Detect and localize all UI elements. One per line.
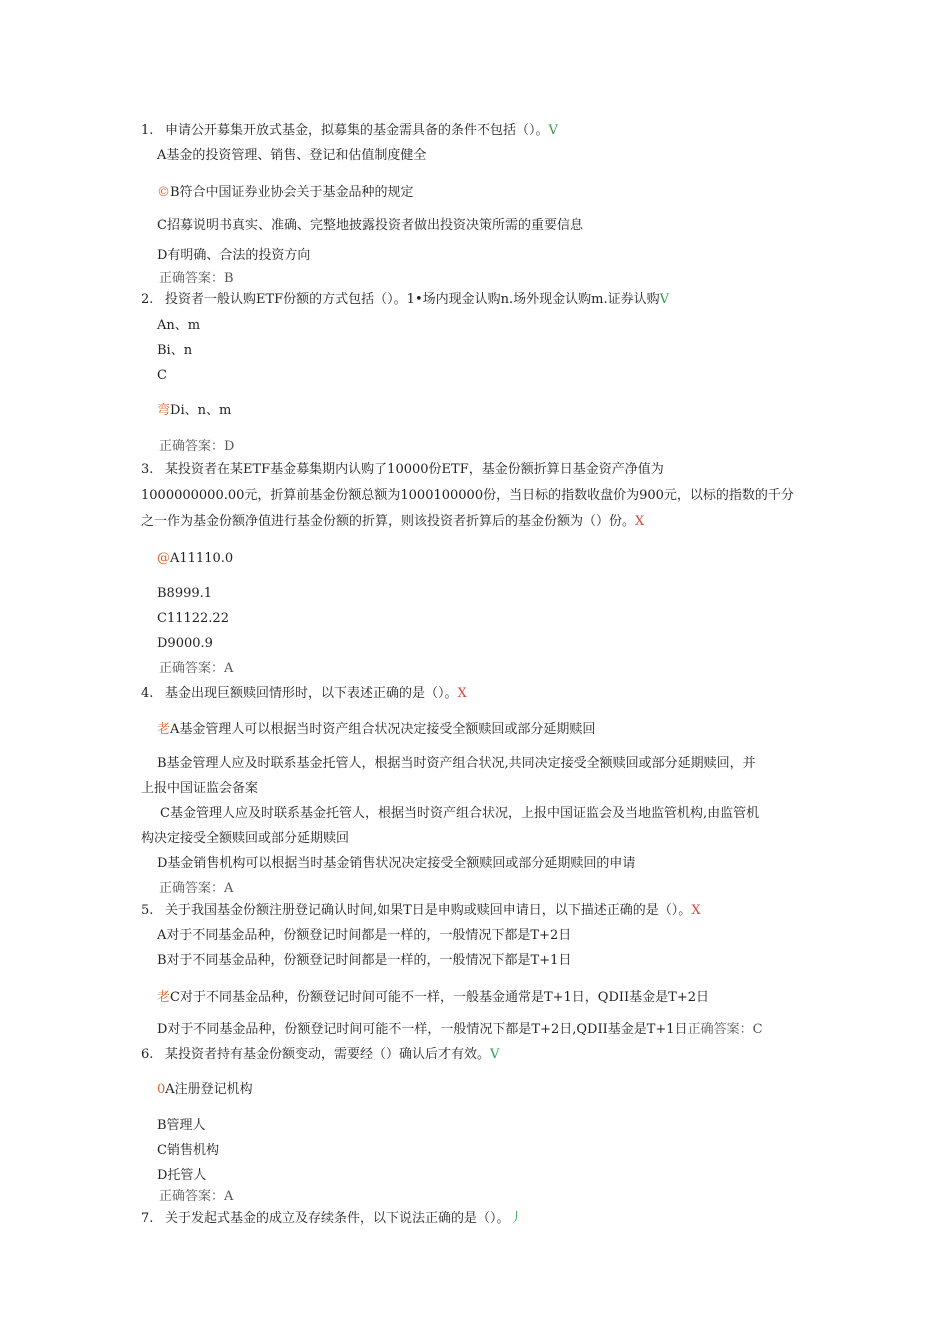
wrong-mark: X xyxy=(635,514,645,529)
option-cont: 构决定接受全额赎回或部分延期赎回 xyxy=(141,831,350,846)
correct-answer: 正确答案：C xyxy=(687,1022,763,1037)
option-selected[interactable]: ©B符合中国证券业协会关于基金品种的规定 xyxy=(157,185,414,200)
question-stem: 1. 申请公开募集开放式基金，拟募集的基金需具备的条件不包括（）。V xyxy=(141,123,558,138)
correct-answer: 正确答案：A xyxy=(159,881,234,896)
option[interactable]: Bi、n xyxy=(157,343,193,358)
selected-marker: 弯 xyxy=(157,403,171,418)
option[interactable]: D9000.9 xyxy=(157,636,213,651)
selected-marker: © xyxy=(157,185,170,200)
correct-mark: V xyxy=(659,292,669,307)
correct-mark: 丿 xyxy=(509,1211,523,1226)
question-stem: 2. 投资者一般认购ETF份额的方式包括（）。1•场内现金认购n.场外现金认购m.证券认购V xyxy=(141,292,669,307)
option[interactable]: C基金管理人应及时联系基金托管人，根据当时资产组合状况，上报中国证监会及当地监管机构,由监管机 xyxy=(160,806,760,821)
question-stem: 4. 基金出现巨额赎回情形时，以下表述正确的是（）。X xyxy=(141,686,467,701)
question-stem: 6. 某投资者持有基金份额变动，需要经（）确认后才有效。V xyxy=(141,1047,500,1062)
option[interactable]: B对于不同基金品种，份额登记时间都是一样的，一般情况下都是T+1日 xyxy=(157,953,572,968)
option[interactable]: D基金销售机构可以根据当时基金销售状况决定接受全额赎回或部分延期赎回的申请 xyxy=(157,856,636,871)
selected-marker: 0 xyxy=(157,1082,166,1097)
option-selected[interactable]: 0A注册登记机构 xyxy=(157,1082,253,1097)
selected-marker: 老 xyxy=(157,990,171,1005)
option[interactable]: C11122.22 xyxy=(157,611,229,626)
option-cont: 上报中国证监会备案 xyxy=(141,781,259,796)
question-stem-cont: 之一作为基金份额净值进行基金份额的折算，则该投资者折算后的基金份额为（）份。X xyxy=(141,514,645,529)
selected-marker: 老 xyxy=(157,722,171,737)
option-selected[interactable]: 老A基金管理人可以根据当时资产组合状况决定接受全额赎回或部分延期赎回 xyxy=(157,722,596,737)
wrong-mark: X xyxy=(457,686,467,701)
question-stem: 3. 某投资者在某ETF基金募集期内认购了10000份ETF，基金份额折算日基金资产净值为 xyxy=(141,462,664,477)
correct-mark: V xyxy=(490,1047,500,1062)
option[interactable]: B8999.1 xyxy=(157,586,213,601)
question-stem-cont: 1000000000.00元，折算前基金份额总额为1000100000份，当日标的指数收盘价为900元，以标的指数的千分 xyxy=(141,488,794,503)
option[interactable]: C销售机构 xyxy=(157,1143,219,1158)
option[interactable]: A基金的投资管理、销售、登记和估值制度健全 xyxy=(157,148,427,163)
option[interactable]: B基金管理人应及时联系基金托管人，根据当时资产组合状况,共同决定接受全额赎回或部分延期赎回，并 xyxy=(157,756,756,771)
option[interactable]: C招募说明书真实、准确、完整地披露投资者做出投资决策所需的重要信息 xyxy=(157,218,583,233)
option[interactable]: An、m xyxy=(157,318,201,333)
question-stem: 5. 关于我国基金份额注册登记确认时间,如果T日是申购或赎回申请日，以下描述正确的是（）。X xyxy=(141,903,701,918)
option[interactable]: A对于不同基金品种，份额登记时间都是一样的，一般情况下都是T+2日 xyxy=(157,928,572,943)
correct-answer: 正确答案：B xyxy=(159,271,234,286)
wrong-mark: X xyxy=(691,903,701,918)
option-selected[interactable]: 老C对于不同基金品种，份额登记时间可能不一样，一般基金通常是T+1日，QDII基金是T+2日 xyxy=(157,990,709,1005)
correct-answer: 正确答案：A xyxy=(159,1189,234,1204)
option-selected[interactable]: 弯Di、n、m xyxy=(157,403,232,418)
option[interactable]: C xyxy=(157,368,167,383)
selected-marker: @ xyxy=(157,551,170,566)
correct-mark: V xyxy=(548,123,558,138)
option-selected[interactable]: @A11110.0 xyxy=(157,551,234,566)
option[interactable]: D托管人 xyxy=(157,1168,207,1183)
option[interactable]: D对于不同基金品种，份额登记时间可能不一样，一般情况下都是T+2日,QDII基金是T+1日正确答案：C xyxy=(157,1022,763,1037)
option[interactable]: B管理人 xyxy=(157,1118,206,1133)
correct-answer: 正确答案：A xyxy=(159,661,234,676)
correct-answer: 正确答案：D xyxy=(159,439,235,454)
question-stem: 7. 关于发起式基金的成立及存续条件，以下说法正确的是（）。丿 xyxy=(141,1211,523,1226)
option[interactable]: D有明确、合法的投资方向 xyxy=(157,248,311,263)
